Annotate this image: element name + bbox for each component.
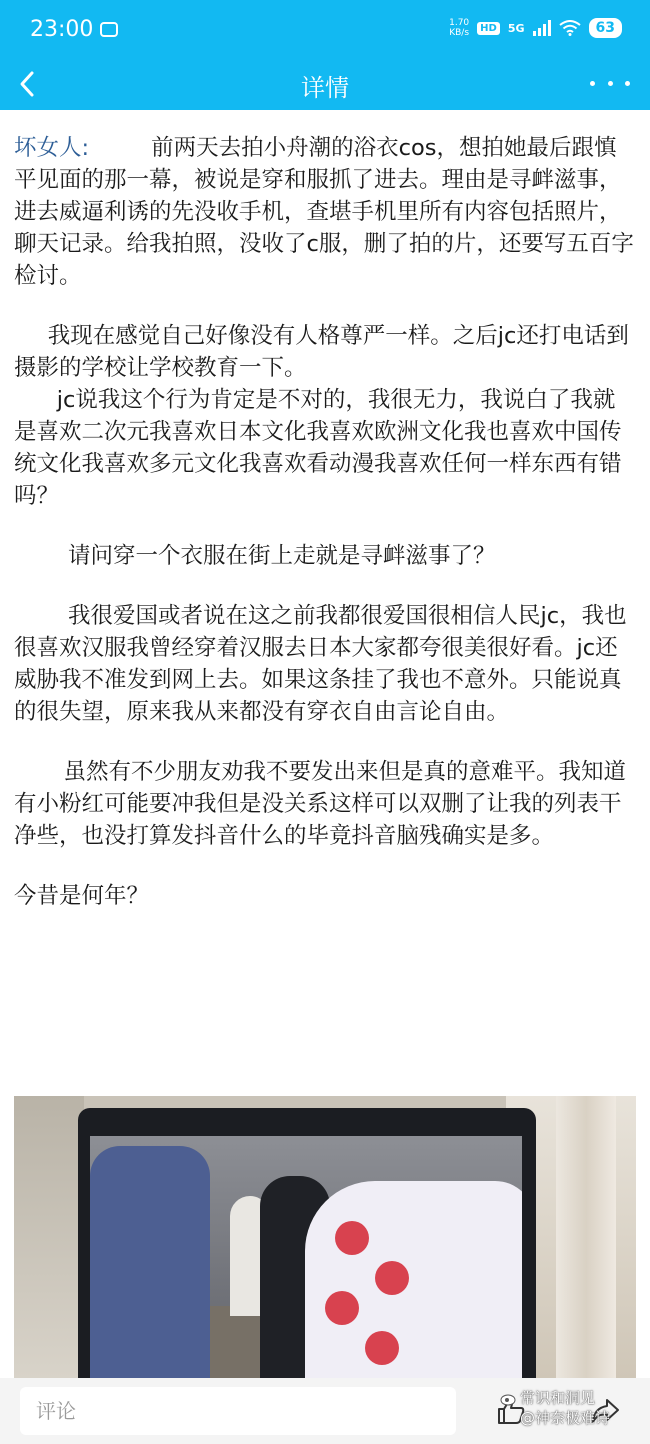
status-time: 23:00 [30,17,94,42]
app-header [0,58,650,110]
battery-level: 63 [589,18,622,38]
photo-background [14,1096,84,1378]
photo-kimono [305,1181,522,1378]
post-paragraph-text: 前两天去拍小舟潮的浴衣cos，想拍她最后跟慎平见面的那一幕，被说是穿和服抓了进去。理由是寻衅滋事，进去威逼利诱的先没收手机，查堪手机里所有内容包括照片，聊天记录。给我拍照，没收了c服，删了拍的片，还要写五百字检讨。 [14,135,634,289]
post-paragraph: jc说我这个行为肯定是不对的，我很无力，我说白了我就是喜欢二次元我喜欢日本文化我喜欢欧洲文化我也喜欢中国传统文化我喜欢多元文化我喜欢看动漫我喜欢任何一样东西有错吗？ [14,387,622,509]
author-name[interactable]: 坏女人: [14,135,90,161]
post-image[interactable] [14,1096,636,1378]
weibo-logo-icon [500,1390,518,1406]
post-paragraph: 我现在感觉自己好像没有人格尊严一样。之后jc还打电话到摄影的学校让学校教育一下。 [14,323,629,381]
network-speed-unit: KB/s [449,28,470,38]
post-body [14,132,636,912]
post-paragraph: 今昔是何年？ [14,883,150,909]
photo-person [90,1146,210,1378]
post-paragraph: 请问穿一个衣服在街上走就是寻衅滋事了？ [68,543,496,569]
hd-badge: HD [477,22,500,35]
more-icon[interactable] [590,68,630,98]
signal-icon [533,20,551,36]
bottom-bar [0,1378,650,1444]
watermark-line: 常识和洞见 [520,1389,596,1407]
watermark [520,1388,644,1428]
photo-laptop [78,1108,536,1378]
post-paragraph: 虽然有不少朋友劝我不要发出来但是真的意难平。我知道有小粉红可能要冲我但是没关系这样可以双删了让我的列表干净些，也没打算发抖音什么的毕竟抖音脑残确实是多。 [14,759,627,849]
post-paragraph: 我很爱国或者说在这之前我都很爱国很相信人民jc，我也很喜欢汉服我曾经穿着汉服去日本大家都夸很美很好看。jc还威胁我不准发到网上去。如果这条挂了我也不意外。只能说真的很失望，原来我从来都没有穿衣自由言论自由。 [14,603,627,725]
page-title: 详情 [301,74,349,102]
network-type: 5G [507,21,525,35]
network-speed [449,18,469,38]
status-bar [0,0,650,58]
status-indicators [449,18,622,38]
network-speed-value: 1.70 [449,18,470,28]
photo-curtain [556,1096,616,1378]
comment-input[interactable] [20,1387,456,1435]
post-paragraph [14,132,636,292]
wifi-icon [559,20,581,36]
notification-icon [100,22,118,37]
photo-laptop-screen [90,1136,522,1378]
watermark-line: @神奈极难诗 [520,1409,611,1427]
